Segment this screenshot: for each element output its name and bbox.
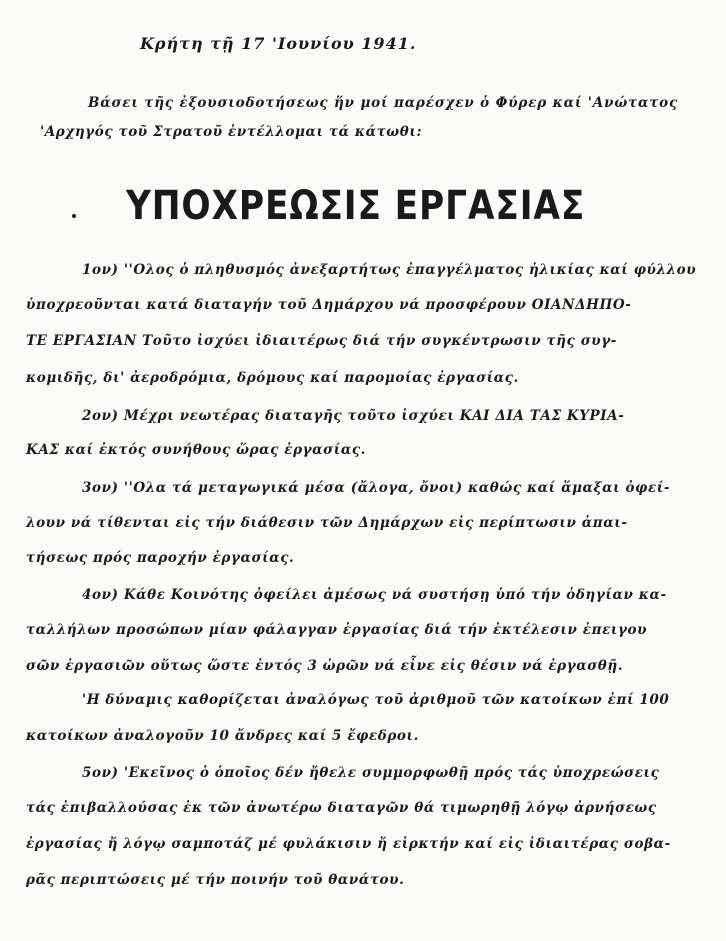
preamble-line: Βάσει τῆς ἐξουσιοδοτήσεως ἥν μοί παρέσχεν ὁ Φύρερ καί 'Ανώτατος <box>88 95 679 111</box>
paragraph-line: 5ον) 'Εκεῖνος ὁ ὁποῖος δέν ἤθελε συμμορφωθῇ πρός τάς ὑποχρεώσεις <box>82 765 660 781</box>
paragraph-line: τήσεως πρός παροχήν ἐργασίας. <box>26 550 295 566</box>
paragraph-line: 1ον) ''Ολος ὁ πληθυσμός ἀνεξαρτήτως ἐπαγγέλματος ἡλικίας καί φύλλου <box>82 262 697 278</box>
paragraph-line: ἐργασίας ἤ λόγῳ σαμποτάζ μέ φυλάκισιν ἤ εἱρκτήν καί εἰς ἰδιαιτέρας σοβα- <box>26 836 671 852</box>
paragraph-line: κομιδῆς, δι' ἀεροδρόμια, δρόμους καί παρομοίας ἐργασίας. <box>26 370 519 386</box>
paragraph-line: 4ον) Κάθε Κοινότης ὀφείλει ἀμέσως νά συστήσῃ ὑπό τήν ὁδηγίαν κα- <box>82 587 667 603</box>
paragraph-line: ΤΕ ΕΡΓΑΣΙΑΝ Τοῦτο ἰσχύει ἰδιαιτέρως διά τήν συγκέντρωσιν τῆς συγ- <box>26 333 617 349</box>
preamble-line: 'Αρχηγός τοῦ Στρατοῦ ἐντέλλομαι τά κάτωθι: <box>40 124 423 140</box>
paragraph-line: ρᾶς περιπτώσεις μέ τήν ποινήν τοῦ θανάτου. <box>26 872 405 888</box>
paragraph-line: 'Η δύναμις καθορίζεται ἀναλόγως τοῦ ἀριθμοῦ τῶν κατοίκων ἐπί 100 <box>82 692 670 708</box>
paragraph-line: ταλλήλων προσώπων μίαν φάλαγγαν ἐργασίας διά τήν ἐκτέλεσιν ἐπειγου <box>26 622 648 638</box>
dateline: Κρήτη τῇ 17 'Ιουνίου 1941. <box>140 34 417 53</box>
paragraph-line: 2ον) Μέχρι νεωτέρας διαταγῆς τοῦτο ἰσχύει ΚΑΙ ΔΙΑ ΤΑΣ ΚΥΡΙΑ- <box>82 408 625 424</box>
paragraph-line: κατοίκων ἀναλογοῦν 10 ἄνδρες καί 5 ἔφεδροι. <box>26 728 419 744</box>
paragraph-line: τάς ἐπιβαλλούσας ἐκ τῶν ἀνωτέρω διαταγῶν θά τιμωρηθῇ λόγῳ ἀρνήσεως <box>26 800 657 816</box>
paragraph-line: ὑποχρεοῦνται κατά διαταγήν τοῦ Δημάρχου νά προσφέρουν ΟΙΑΝΔΗΠΟ- <box>26 297 632 313</box>
paragraph-line: σῶν ἐργασιῶν οὕτως ὥστε ἐντός 3 ὡρῶν νά εἶνε εἰς θέσιν νά ἐργασθῇ. <box>26 658 624 674</box>
paragraph-line: 3ον) ''Ολα τά μεταγωγικά μέσα (ἄλογα, ὄνοι) καθώς καί ἅμαξαι ὀφεί- <box>82 480 671 496</box>
page-title: ΥΠΟΧΡΕΩΣΙΣ ΕΡΓΑΣΙΑΣ <box>126 183 586 229</box>
paragraph-line: λουν νά τίθενται εἰς τήν διάθεσιν τῶν Δημάρχων εἰς περίπτωσιν ἀπαι- <box>26 515 628 531</box>
paragraph-line: ΚΑΣ καί ἐκτός συνήθους ὥρας ἐργασίας. <box>26 442 366 458</box>
bullet-mark <box>72 214 76 218</box>
